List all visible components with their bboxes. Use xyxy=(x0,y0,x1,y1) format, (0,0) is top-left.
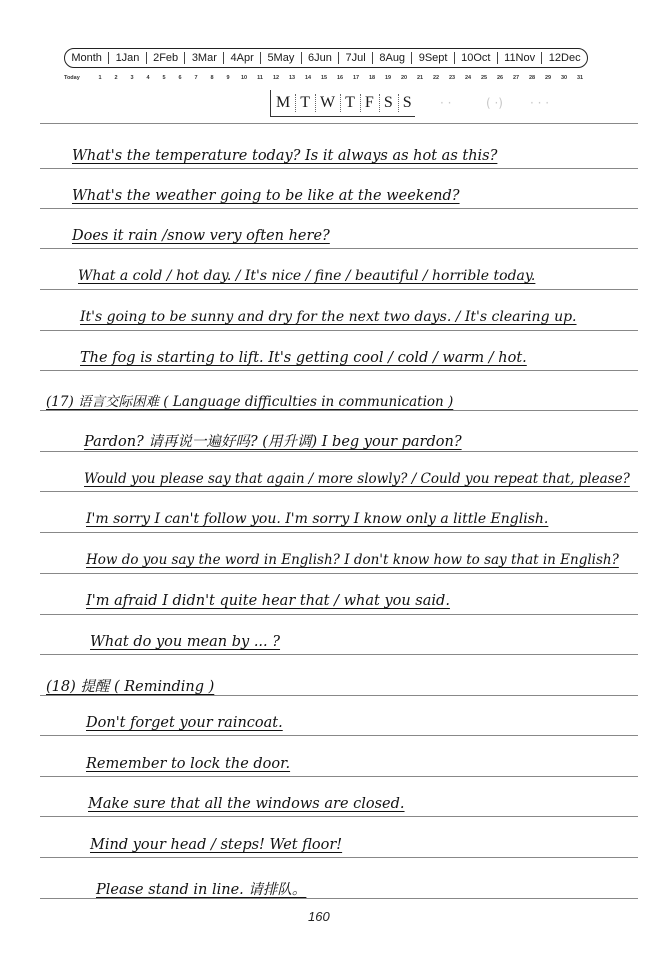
handwritten-line: It's going to be sunny and dry for the next two days. / It's clearing up. xyxy=(80,309,577,325)
ruled-line xyxy=(40,532,638,533)
handwritten-line: Remember to lock the door. xyxy=(86,756,291,772)
ruled-line xyxy=(40,330,638,331)
page-number: 160 xyxy=(308,909,330,924)
weekday-sat: S xyxy=(380,94,399,112)
day-number: 16 xyxy=(336,74,344,81)
ruled-line xyxy=(40,410,638,411)
day-number: 22 xyxy=(432,74,440,81)
handwritten-line: I'm afraid I didn't quite hear that / what you said. xyxy=(86,593,450,609)
handwritten-line: Pardon? 请再说一遍好吗? (用升调) I beg your pardon? xyxy=(84,434,462,450)
ruled-line xyxy=(40,289,638,290)
weekday-tue: T xyxy=(296,94,316,112)
faint-bleed-mark: · · xyxy=(440,96,452,110)
ruled-line xyxy=(40,208,638,209)
ruled-line xyxy=(40,735,638,736)
day-number: 23 xyxy=(448,74,456,81)
day-number: 25 xyxy=(480,74,488,81)
handwritten-line: Mind your head / steps! Wet floor! xyxy=(90,837,343,853)
ruled-line xyxy=(40,123,638,124)
weekday-box xyxy=(272,91,417,115)
month-jan: 1Jan xyxy=(115,52,140,64)
section-heading-17: (17) 语言交际困难 ( Language difficulties in communication ) xyxy=(46,394,454,410)
faint-bleed-mark: ( ·) xyxy=(486,96,503,110)
section-heading-18: (18) 提醒 ( Reminding ) xyxy=(46,679,215,695)
month-jul: 7Jul xyxy=(345,52,366,64)
handwritten-line: Make sure that all the windows are closed. xyxy=(88,796,405,812)
day-number: 7 xyxy=(194,74,198,81)
day-row xyxy=(64,73,588,82)
handwritten-line: What's the temperature today? Is it always as hot as this? xyxy=(72,148,498,164)
day-number: 20 xyxy=(400,74,408,81)
handwritten-line: The fog is starting to lift. It's getting cool / cold / warm / hot. xyxy=(80,350,527,366)
day-number: 10 xyxy=(240,74,248,81)
month-mar: 3Mar xyxy=(191,52,217,64)
day-number: 6 xyxy=(178,74,182,81)
handwritten-line: What's the weather going to be like at the weekend? xyxy=(72,188,460,204)
day-number: 26 xyxy=(496,74,504,81)
handwritten-line: Would you please say that again / more slowly? / Could you repeat that, please? xyxy=(84,471,630,487)
day-number: 11 xyxy=(257,74,263,81)
month-apr: 4Apr xyxy=(230,52,254,64)
ruled-line xyxy=(40,491,638,492)
day-number: 5 xyxy=(162,74,166,81)
month-nov: 11Nov xyxy=(504,52,536,64)
month-sept: 9Sept xyxy=(418,52,448,64)
weekday-mon: M xyxy=(272,94,296,112)
ruled-line xyxy=(40,654,638,655)
handwritten-line: What do you mean by ... ? xyxy=(90,634,281,650)
ruled-line xyxy=(40,248,638,249)
month-dec: 12Dec xyxy=(548,52,581,64)
month-label: Month xyxy=(71,52,102,64)
handwritten-line: Does it rain /snow very often here? xyxy=(72,228,330,244)
day-number: 18 xyxy=(368,74,376,81)
day-number: 1 xyxy=(98,74,102,81)
month-bar xyxy=(64,48,588,68)
day-number: 24 xyxy=(464,74,472,81)
handwritten-line: Please stand in line. 请排队。 xyxy=(96,882,307,898)
today-label: Today xyxy=(64,74,80,81)
ruled-line xyxy=(40,816,638,817)
day-number: 2 xyxy=(114,74,118,81)
day-number: 13 xyxy=(288,74,296,81)
day-number: 15 xyxy=(320,74,328,81)
month-aug: 8Aug xyxy=(379,52,406,64)
ruled-line xyxy=(40,168,638,169)
handwritten-line: Don't forget your raincoat. xyxy=(86,715,283,731)
day-number: 31 xyxy=(576,74,584,81)
weekday-sun: S xyxy=(402,94,413,111)
handwritten-line: How do you say the word in English? I don't know how to say that in English? xyxy=(86,552,619,568)
handwritten-line: What a cold / hot day. / It's nice / fine / beautiful / horrible today. xyxy=(78,268,536,284)
handwritten-line: I'm sorry I can't follow you. I'm sorry I know only a little English. xyxy=(86,511,549,527)
day-number: 29 xyxy=(544,74,552,81)
month-feb: 2Feb xyxy=(153,52,179,64)
day-number: 3 xyxy=(130,74,134,81)
ruled-line xyxy=(40,776,638,777)
ruled-line xyxy=(40,451,638,452)
day-number: 9 xyxy=(226,74,230,81)
day-number: 17 xyxy=(352,74,360,81)
faint-bleed-mark: · · · xyxy=(530,96,550,110)
ruled-line xyxy=(40,370,638,371)
ruled-line xyxy=(40,857,638,858)
day-number: 21 xyxy=(416,74,424,81)
month-oct: 10Oct xyxy=(461,52,491,64)
month-jun: 6Jun xyxy=(308,52,332,64)
day-number: 30 xyxy=(560,74,568,81)
weekday-thu: T xyxy=(341,94,361,112)
day-number: 14 xyxy=(304,74,312,81)
weekday-fri: F xyxy=(361,94,380,112)
ruled-line xyxy=(40,614,638,615)
month-may: 5May xyxy=(267,52,295,64)
day-number: 28 xyxy=(528,74,536,81)
ruled-line xyxy=(40,573,638,574)
day-number: 27 xyxy=(512,74,520,81)
day-number: 8 xyxy=(210,74,214,81)
day-number: 19 xyxy=(384,74,392,81)
day-number: 4 xyxy=(146,74,150,81)
day-number: 12 xyxy=(272,74,280,81)
weekday-wed: W xyxy=(316,94,341,112)
